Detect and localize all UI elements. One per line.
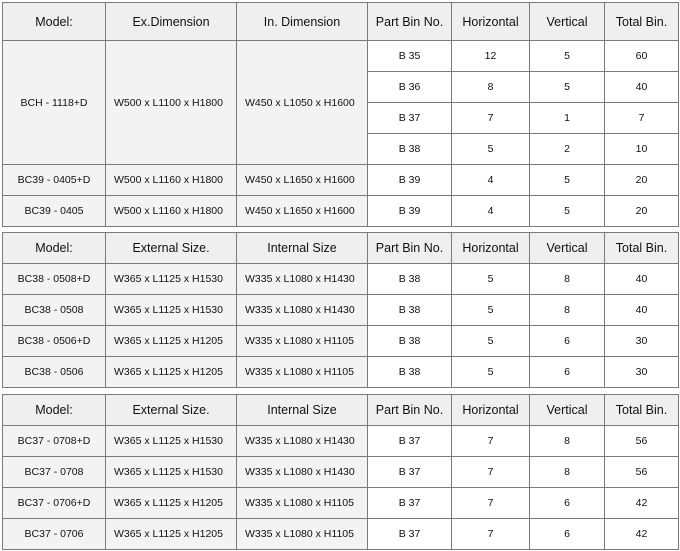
part-bin-cell: B 35 bbox=[368, 41, 452, 72]
spec-table-3 bbox=[2, 394, 679, 550]
table-row bbox=[3, 41, 679, 72]
horizontal-cell: 12 bbox=[452, 41, 530, 72]
horizontal-cell: 7 bbox=[452, 519, 530, 550]
header-ext: External Size. bbox=[106, 395, 237, 426]
part-bin-cell: B 39 bbox=[368, 196, 452, 227]
part-bin-cell: B 37 bbox=[368, 457, 452, 488]
model-cell: BC37 - 0706+D bbox=[3, 488, 106, 519]
header-total: Total Bin. bbox=[605, 233, 679, 264]
vertical-cell: 8 bbox=[530, 295, 605, 326]
model-cell: BC37 - 0706 bbox=[3, 519, 106, 550]
model-cell: BCH - 1118+D bbox=[3, 41, 106, 165]
internal-size-cell: W335 x L1080 x H1430 bbox=[237, 295, 368, 326]
horizontal-cell: 7 bbox=[452, 103, 530, 134]
vertical-cell: 5 bbox=[530, 165, 605, 196]
internal-size-cell: W335 x L1080 x H1430 bbox=[237, 264, 368, 295]
header-int: Internal Size bbox=[237, 395, 368, 426]
part-bin-cell: B 39 bbox=[368, 165, 452, 196]
external-size-cell: W365 x L1125 x H1530 bbox=[106, 264, 237, 295]
table-row bbox=[3, 264, 679, 295]
external-size-cell: W500 x L1100 x H1800 bbox=[106, 41, 237, 165]
part-bin-cell: B 38 bbox=[368, 264, 452, 295]
vertical-cell: 8 bbox=[530, 264, 605, 295]
external-size-cell: W365 x L1125 x H1530 bbox=[106, 457, 237, 488]
header-vertical: Vertical bbox=[530, 233, 605, 264]
part-bin-cell: B 37 bbox=[368, 519, 452, 550]
internal-size-cell: W335 x L1080 x H1430 bbox=[237, 426, 368, 457]
external-size-cell: W500 x L1160 x H1800 bbox=[106, 165, 237, 196]
horizontal-cell: 5 bbox=[452, 326, 530, 357]
total-bin-cell: 20 bbox=[605, 165, 679, 196]
total-bin-cell: 40 bbox=[605, 72, 679, 103]
vertical-cell: 2 bbox=[530, 134, 605, 165]
total-bin-cell: 30 bbox=[605, 357, 679, 388]
header-horizontal: Horizontal bbox=[452, 3, 530, 41]
header-part: Part Bin No. bbox=[368, 3, 452, 41]
part-bin-cell: B 38 bbox=[368, 295, 452, 326]
internal-size-cell: W335 x L1080 x H1105 bbox=[237, 519, 368, 550]
header-model: Model: bbox=[3, 3, 106, 41]
spec-table-1 bbox=[2, 2, 679, 227]
vertical-cell: 5 bbox=[530, 41, 605, 72]
internal-size-cell: W450 x L1050 x H1600 bbox=[237, 41, 368, 165]
model-cell: BC38 - 0506 bbox=[3, 357, 106, 388]
part-bin-cell: B 37 bbox=[368, 488, 452, 519]
part-bin-cell: B 38 bbox=[368, 134, 452, 165]
external-size-cell: W365 x L1125 x H1530 bbox=[106, 426, 237, 457]
header-horizontal: Horizontal bbox=[452, 233, 530, 264]
external-size-cell: W365 x L1125 x H1205 bbox=[106, 357, 237, 388]
total-bin-cell: 30 bbox=[605, 326, 679, 357]
header-row bbox=[3, 233, 679, 264]
part-bin-cell: B 38 bbox=[368, 357, 452, 388]
vertical-cell: 8 bbox=[530, 457, 605, 488]
horizontal-cell: 5 bbox=[452, 357, 530, 388]
internal-size-cell: W450 x L1650 x H1600 bbox=[237, 196, 368, 227]
horizontal-cell: 5 bbox=[452, 264, 530, 295]
vertical-cell: 6 bbox=[530, 357, 605, 388]
horizontal-cell: 7 bbox=[452, 457, 530, 488]
horizontal-cell: 4 bbox=[452, 196, 530, 227]
total-bin-cell: 40 bbox=[605, 264, 679, 295]
total-bin-cell: 42 bbox=[605, 488, 679, 519]
header-horizontal: Horizontal bbox=[452, 395, 530, 426]
header-int: In. Dimension bbox=[237, 3, 368, 41]
table-row bbox=[3, 457, 679, 488]
header-model: Model: bbox=[3, 233, 106, 264]
vertical-cell: 1 bbox=[530, 103, 605, 134]
vertical-cell: 6 bbox=[530, 519, 605, 550]
total-bin-cell: 56 bbox=[605, 426, 679, 457]
part-bin-cell: B 37 bbox=[368, 426, 452, 457]
total-bin-cell: 20 bbox=[605, 196, 679, 227]
horizontal-cell: 5 bbox=[452, 134, 530, 165]
header-int: Internal Size bbox=[237, 233, 368, 264]
header-total: Total Bin. bbox=[605, 395, 679, 426]
header-model: Model: bbox=[3, 395, 106, 426]
part-bin-cell: B 36 bbox=[368, 72, 452, 103]
horizontal-cell: 7 bbox=[452, 426, 530, 457]
external-size-cell: W365 x L1125 x H1205 bbox=[106, 519, 237, 550]
internal-size-cell: W335 x L1080 x H1105 bbox=[237, 326, 368, 357]
total-bin-cell: 40 bbox=[605, 295, 679, 326]
part-bin-cell: B 37 bbox=[368, 103, 452, 134]
internal-size-cell: W335 x L1080 x H1430 bbox=[237, 457, 368, 488]
external-size-cell: W365 x L1125 x H1205 bbox=[106, 326, 237, 357]
internal-size-cell: W335 x L1080 x H1105 bbox=[237, 357, 368, 388]
total-bin-cell: 42 bbox=[605, 519, 679, 550]
total-bin-cell: 10 bbox=[605, 134, 679, 165]
total-bin-cell: 7 bbox=[605, 103, 679, 134]
header-row bbox=[3, 3, 679, 41]
header-vertical: Vertical bbox=[530, 3, 605, 41]
table-row bbox=[3, 426, 679, 457]
model-cell: BC37 - 0708+D bbox=[3, 426, 106, 457]
header-ext: Ex.Dimension bbox=[106, 3, 237, 41]
external-size-cell: W365 x L1125 x H1205 bbox=[106, 488, 237, 519]
external-size-cell: W365 x L1125 x H1530 bbox=[106, 295, 237, 326]
header-ext: External Size. bbox=[106, 233, 237, 264]
header-row bbox=[3, 395, 679, 426]
vertical-cell: 8 bbox=[530, 426, 605, 457]
table-row bbox=[3, 295, 679, 326]
model-cell: BC39 - 0405+D bbox=[3, 165, 106, 196]
table-row bbox=[3, 326, 679, 357]
vertical-cell: 5 bbox=[530, 196, 605, 227]
table-row bbox=[3, 357, 679, 388]
model-cell: BC38 - 0508 bbox=[3, 295, 106, 326]
horizontal-cell: 5 bbox=[452, 295, 530, 326]
total-bin-cell: 60 bbox=[605, 41, 679, 72]
header-vertical: Vertical bbox=[530, 395, 605, 426]
header-total: Total Bin. bbox=[605, 3, 679, 41]
total-bin-cell: 56 bbox=[605, 457, 679, 488]
spec-table-2 bbox=[2, 232, 679, 388]
external-size-cell: W500 x L1160 x H1800 bbox=[106, 196, 237, 227]
header-part: Part Bin No. bbox=[368, 395, 452, 426]
model-cell: BC38 - 0508+D bbox=[3, 264, 106, 295]
table-row bbox=[3, 488, 679, 519]
header-part: Part Bin No. bbox=[368, 233, 452, 264]
model-cell: BC37 - 0708 bbox=[3, 457, 106, 488]
table-row bbox=[3, 165, 679, 196]
horizontal-cell: 4 bbox=[452, 165, 530, 196]
vertical-cell: 6 bbox=[530, 488, 605, 519]
internal-size-cell: W335 x L1080 x H1105 bbox=[237, 488, 368, 519]
model-cell: BC39 - 0405 bbox=[3, 196, 106, 227]
model-cell: BC38 - 0506+D bbox=[3, 326, 106, 357]
table-row bbox=[3, 196, 679, 227]
horizontal-cell: 8 bbox=[452, 72, 530, 103]
part-bin-cell: B 38 bbox=[368, 326, 452, 357]
horizontal-cell: 7 bbox=[452, 488, 530, 519]
vertical-cell: 6 bbox=[530, 326, 605, 357]
internal-size-cell: W450 x L1650 x H1600 bbox=[237, 165, 368, 196]
table-row bbox=[3, 519, 679, 550]
vertical-cell: 5 bbox=[530, 72, 605, 103]
